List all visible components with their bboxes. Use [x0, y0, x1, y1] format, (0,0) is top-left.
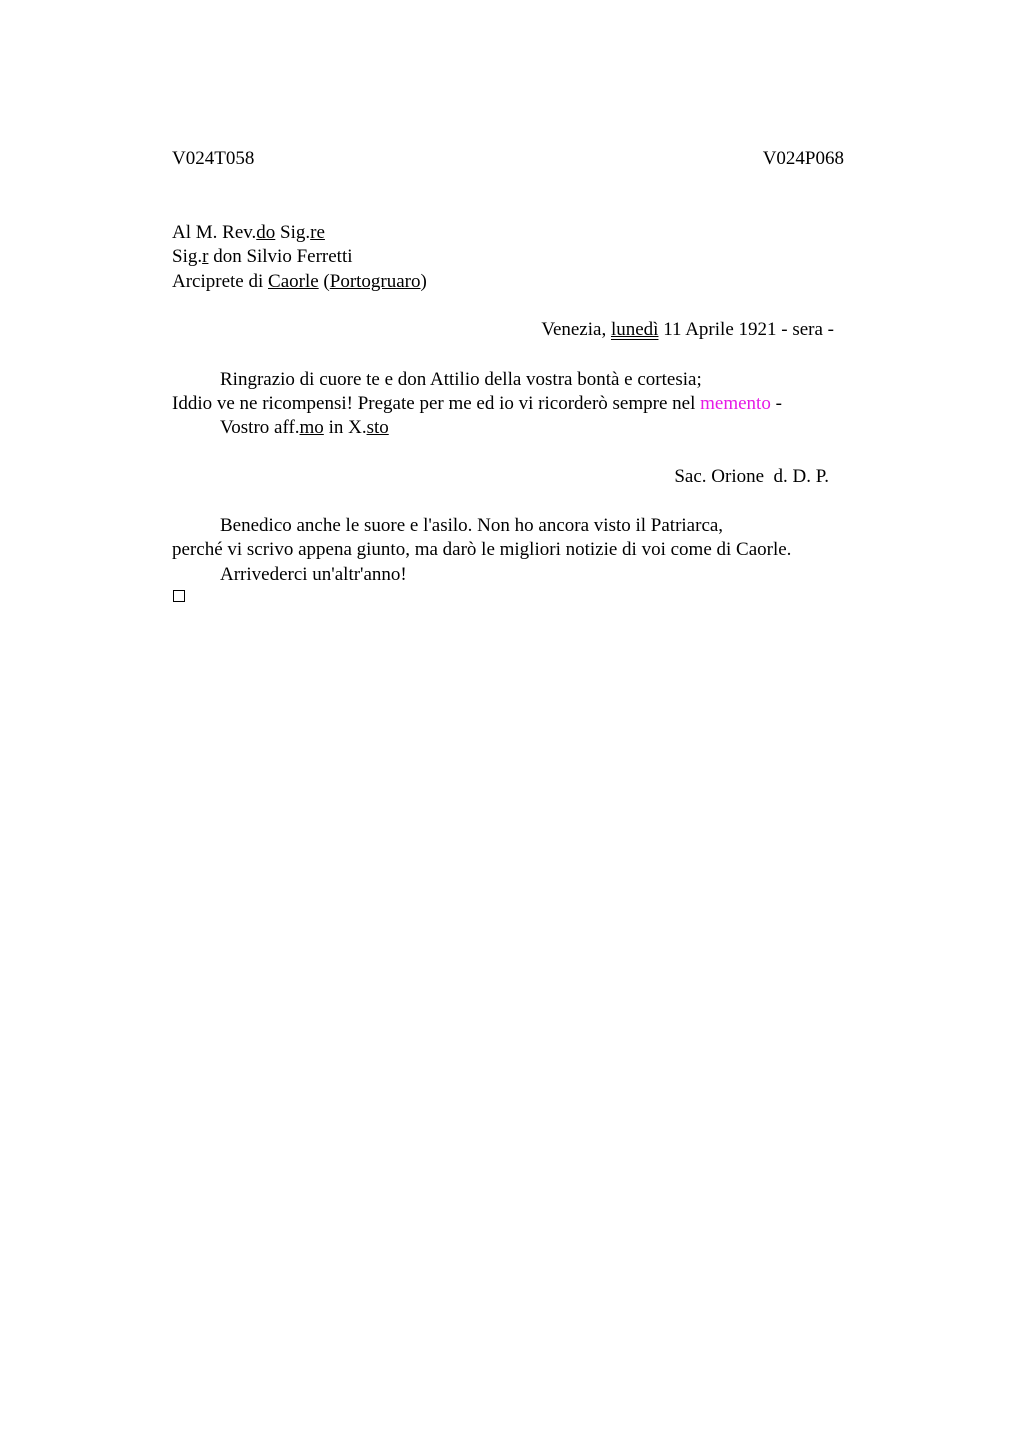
place-name: Portogruaro [329, 271, 421, 292]
place-name: Caorle [268, 271, 319, 292]
address-line-1 [172, 221, 325, 245]
address-line-3 [172, 270, 427, 294]
address-superscript: re [310, 222, 325, 243]
checkbox-square-icon [173, 590, 185, 602]
postscript-line-3: Arrivederci un'altr'anno! [220, 564, 407, 585]
address-text: Al M. Rev. [172, 222, 257, 243]
dateline-text: 11 Aprile 1921 - sera - [658, 319, 834, 340]
address-text: Sig. [275, 222, 311, 243]
document-code-left: V024T058 [172, 148, 255, 169]
body-text: Iddio ve ne ricompensi! Pregate per me ed io vi ricorderò sempre nel [172, 393, 701, 414]
address-text: don Silvio Ferretti [208, 246, 353, 267]
postscript-line-2: perché vi scrivo appena giunto, ma darò le migliori notizie di voi come di Caorle. [172, 539, 792, 560]
closing-line [220, 416, 389, 440]
document-code-right: V024P068 [762, 148, 844, 169]
closing-superscript: sto [366, 417, 389, 438]
address-superscript: r [202, 246, 209, 267]
address-text: Sig. [172, 246, 203, 267]
dateline-text: Venezia, [541, 319, 611, 340]
body-line-2 [172, 392, 782, 416]
address-superscript: do [256, 222, 276, 243]
dateline [541, 318, 834, 342]
address-text: ) [420, 271, 427, 292]
address-line-2 [172, 245, 353, 269]
signature: Sac. Orione d. D. P. [674, 466, 829, 487]
address-text: ( [318, 271, 330, 292]
dateline-weekday: lunedì [610, 319, 659, 340]
body-line-1: Ringrazio di cuore te e don Attilio della vostra bontà e cortesia; [220, 369, 702, 390]
closing-text: in X. [323, 417, 367, 438]
highlighted-word: memento [700, 393, 771, 414]
postscript-line-1: Benedico anche le suore e l'asilo. Non ho ancora visto il Patriarca, [220, 515, 724, 536]
closing-superscript: mo [299, 417, 324, 438]
address-text: Arciprete di [172, 271, 269, 292]
closing-text: Vostro aff. [220, 417, 300, 438]
body-text: - [770, 393, 782, 414]
